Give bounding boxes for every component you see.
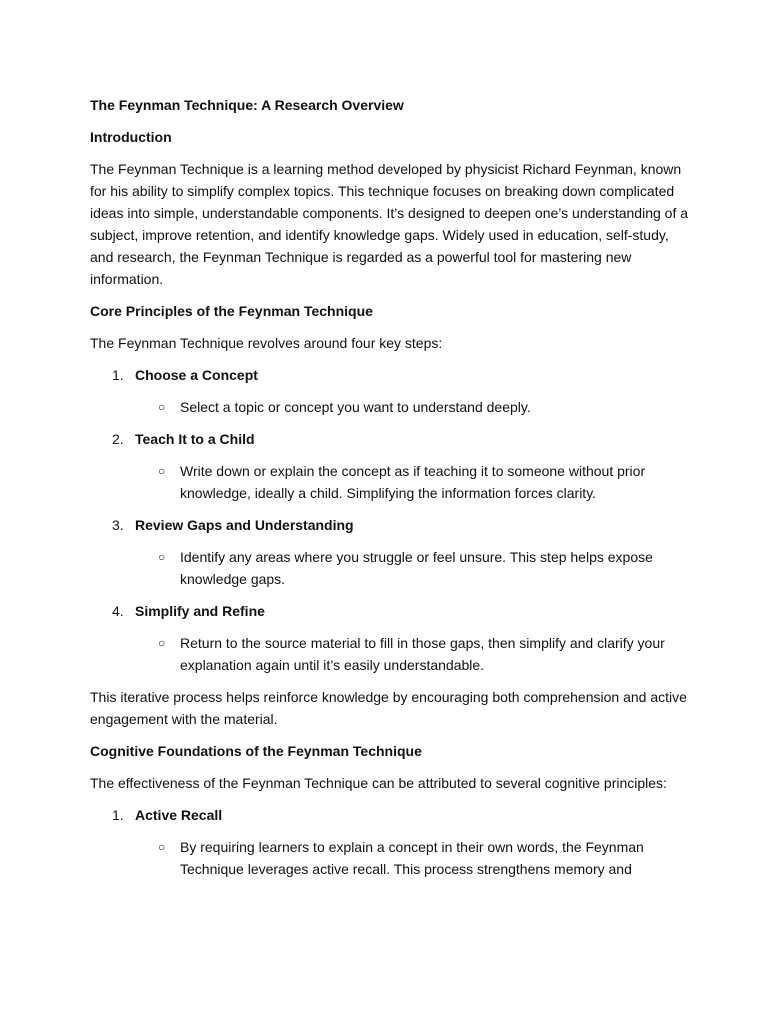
step-number: 3. [112, 517, 124, 533]
sub-bullet-text: Select a topic or concept you want to understand deeply. [180, 399, 531, 415]
circle-bullet-icon: ○ [158, 840, 166, 854]
sub-bullet-item [135, 460, 690, 504]
circle-bullet-icon: ○ [158, 550, 166, 564]
list-item [90, 364, 690, 418]
step-title: Teach It to a Child [135, 431, 255, 447]
document-title: The Feynman Technique: A Research Overview [90, 97, 404, 113]
sub-bullet-text: Identify any areas where you struggle or feel unsure. This step helps expose knowledge gaps. [180, 549, 653, 587]
list-item [90, 600, 690, 676]
cognitive-steps-list [90, 804, 690, 880]
circle-bullet-icon: ○ [158, 464, 166, 478]
step-number: 2. [112, 431, 124, 447]
cognitive-foundations-heading: Cognitive Foundations of the Feynman Technique [90, 743, 422, 759]
step-title: Choose a Concept [135, 367, 258, 383]
sub-bullet-text: By requiring learners to explain a concept in their own words, the Feynman Technique leverages active recall. This process strengthens memory and [180, 839, 644, 877]
circle-bullet-icon: ○ [158, 636, 166, 650]
core-principles-heading: Core Principles of the Feynman Technique [90, 303, 373, 319]
step-number: 1. [112, 367, 124, 383]
circle-bullet-icon: ○ [158, 400, 166, 414]
step-number: 1. [112, 807, 124, 823]
step-title: Active Recall [135, 807, 223, 823]
sub-bullet-item [135, 546, 690, 590]
list-item [90, 428, 690, 504]
intro-heading: Introduction [90, 129, 172, 145]
list-item [90, 514, 690, 590]
sub-bullet-text: Return to the source material to fill in those gaps, then simplify and clarify your explanation again until it’s easily understandable. [180, 635, 665, 673]
step-title: Simplify and Refine [135, 603, 265, 619]
core-principles-lead: The Feynman Technique revolves around four key steps: [90, 335, 443, 351]
intro-paragraph: The Feynman Technique is a learning method developed by physicist Richard Feynman, known for his ability to simplify complex topics. This technique focuses on breaking down complicated ideas into simple, understandable components. It’s designed to deepen one’s understanding of a subject, improve retention, and identify knowledge gaps. Widely used in education, self-study, and research, the Feynman Technique is regarded as a powerful tool for mastering new information. [90, 161, 689, 287]
document-page [90, 94, 690, 890]
core-closing-paragraph: This iterative process helps reinforce knowledge by encouraging both comprehension and active engagement with the material. [90, 689, 687, 727]
core-steps-list [90, 364, 690, 676]
sub-bullet-item [135, 836, 690, 880]
cognitive-foundations-lead: The effectiveness of the Feynman Technique can be attributed to several cognitive principles: [90, 775, 667, 791]
step-number: 4. [112, 603, 124, 619]
step-title: Review Gaps and Understanding [135, 517, 354, 533]
list-item [90, 804, 690, 880]
sub-bullet-text: Write down or explain the concept as if teaching it to someone without prior knowledge, ideally a child. Simplifying the information forces clarity. [180, 463, 646, 501]
sub-bullet-item [135, 396, 690, 418]
sub-bullet-item [135, 632, 690, 676]
